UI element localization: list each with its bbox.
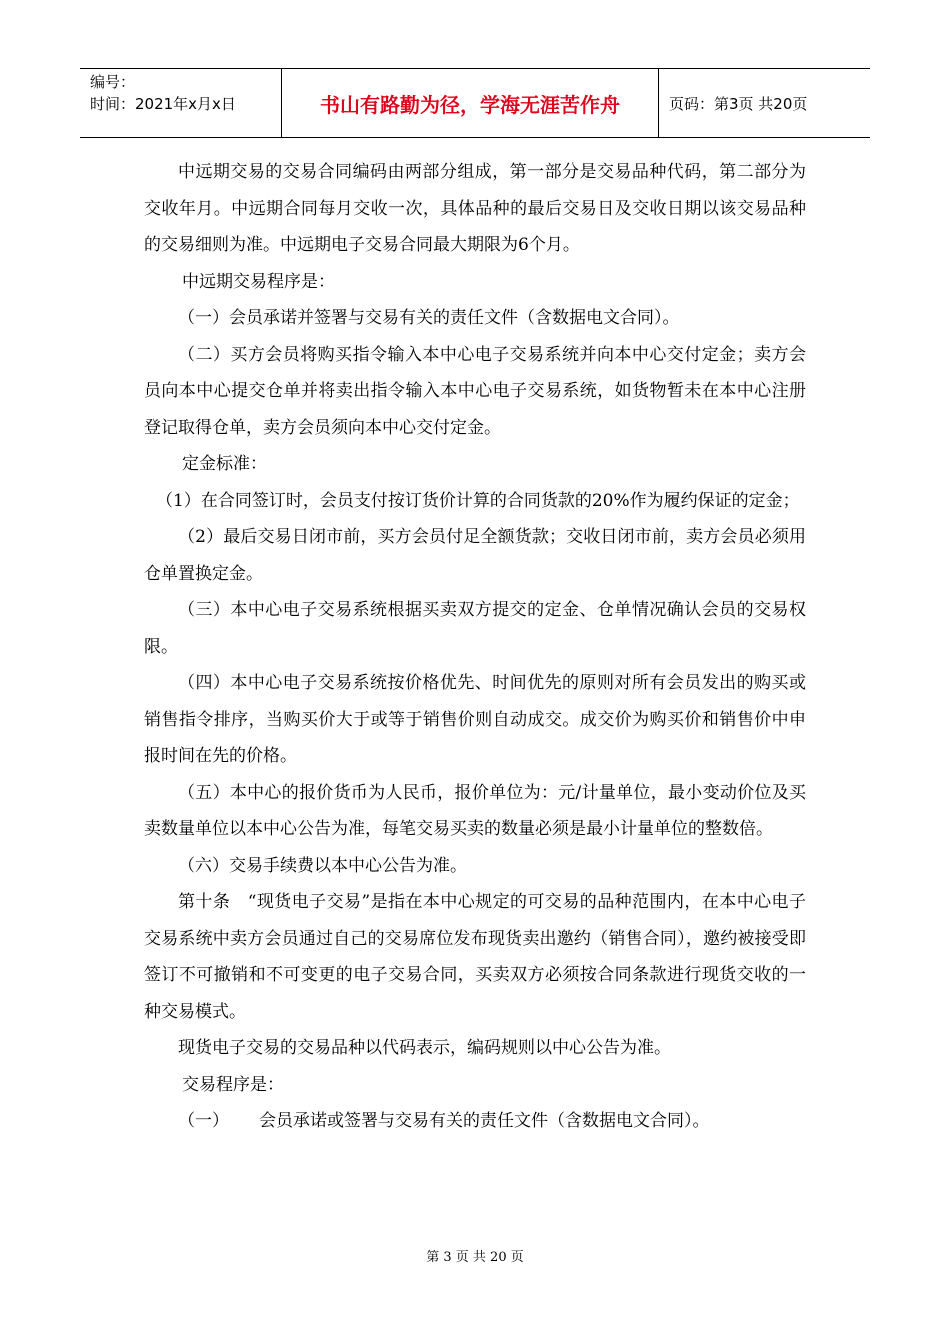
number-label: 编号：	[90, 73, 136, 91]
paragraph: （六）交易手续费以本中心公告为准。	[178, 855, 467, 876]
header-left-cell	[80, 69, 282, 137]
paragraph: （二）买方会员将购买指令输入本中心电子交易系统并向本中心交付定金；卖方会员向本中心提交仓单并将卖出指令输入本中心电子交易系统，如货物暂未在本中心注册登记取得仓单，卖方会员须向本中心交付定金。	[144, 344, 806, 438]
header-page-info: 页码：第3页 共20页	[669, 94, 808, 113]
paragraph: 中远期交易程序是：	[182, 271, 335, 292]
header-motto: 书山有路勤为径，学海无涯苦作舟	[282, 69, 659, 137]
list-marker: （一）	[178, 1111, 229, 1131]
paragraph: （五）本中心的报价货币为人民币，报价单位为：元/计量单位，最小变动价位及买卖数量单位以本中心公告为准，每笔交易买卖的数量必须是最小计量单位的整数倍。	[144, 782, 806, 839]
paragraph: （四）本中心电子交易系统按价格优先、时间优先的原则对所有会员发出的购买或销售指令排序，当购买价大于或等于销售价则自动成交。成交价为购买价和销售价中申报时间在先的价格。	[144, 673, 806, 766]
paragraph: （一）会员承诺并签署与交易有关的责任文件（含数据电文合同）。	[178, 308, 680, 328]
paragraph: 交易程序是：	[182, 1074, 284, 1095]
paragraph: 定金标准：	[182, 454, 267, 474]
page-footer: 第 3 页 共 20 页	[426, 1250, 524, 1265]
document-body	[144, 154, 806, 1140]
date-label: 时间：2021年x月x日	[90, 95, 236, 113]
paragraph: 中远期交易的交易合同编码由两部分组成，第一部分是交易品种代码，第二部分为交收年月。中远期合同每月交收一次，具体品种的最后交易日及交收日期以该交易品种的交易细则为准。中远期电子交易合同最大期限为6个月。	[144, 162, 806, 255]
paragraph: （三）本中心电子交易系统根据买卖双方提交的定金、仓单情况确认会员的交易权限。	[144, 600, 806, 657]
list-item	[144, 1103, 806, 1140]
paragraph: （2）最后交易日闭市前，买方会员付足全额货款；交收日闭市前，卖方会员必须用仓单置换定金。	[144, 527, 806, 584]
paragraph: （1）在合同签订时，会员支付按订货价计算的合同货款的20%作为履约保证的定金；	[156, 490, 800, 511]
page-header	[80, 68, 870, 138]
paragraph: 第十条 “现货电子交易”是指在本中心规定的可交易的品种范围内，在本中心电子交易系统中卖方会员通过自己的交易席位发布现货卖出邀约（销售合同），邀约被接受即签订不可撤销和不可变更的电子交易合同，买卖双方必须按合同条款进行现货交收的一种交易模式。	[144, 892, 806, 1022]
paragraph: 现货电子交易的交易品种以代码表示，编码规则以中心公告为准。	[178, 1038, 671, 1058]
list-text: 会员承诺或签署与交易有关的责任文件（含数据电文合同）。	[259, 1111, 710, 1131]
